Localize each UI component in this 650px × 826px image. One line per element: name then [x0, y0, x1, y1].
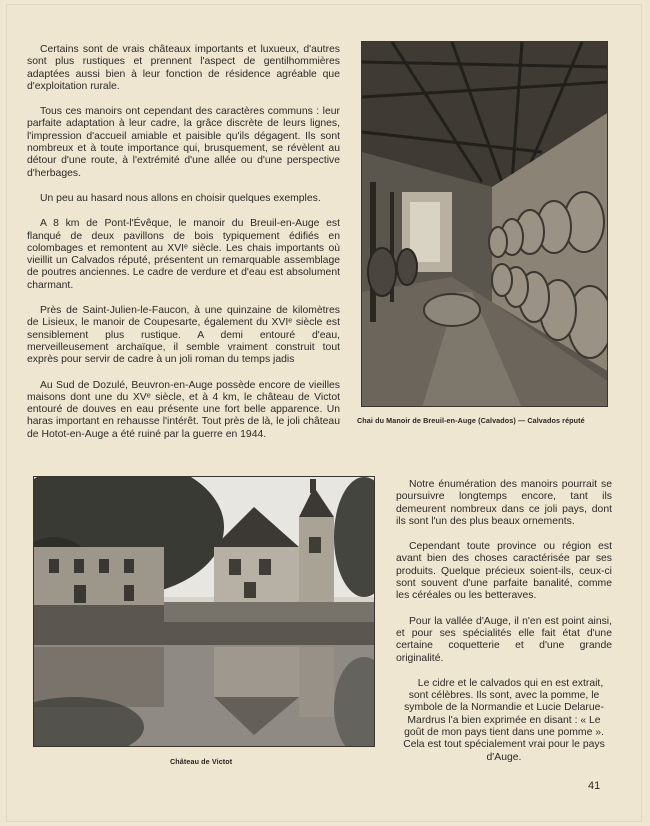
right-text-column — [396, 479, 612, 777]
left-text-column — [27, 44, 340, 454]
page-number: 41 — [588, 780, 601, 792]
paragraph: Pour la vallée d'Auge, il n'en est point ainsi, et pour ses spécialités elle fait état d'une certaine coquetterie et d'une grande originalité. — [396, 615, 612, 664]
paragraph: Au Sud de Dozulé, Beuvron-en-Auge possède encore de vieilles maisons dont une du XVᵉ siècle, et à 4 km, le château de Victot entouré de douves en eau présente une fort belle apparence. Un haras important en rehausse l'intérêt. Tout près de là, le joli château de Hotot-en-Auge a été ruiné par la guerre en 1944. — [27, 379, 340, 440]
paragraph: Un peu au hasard nous allons en choisir quelques exemples. — [40, 192, 321, 204]
paragraph: Le cidre et le calvados qui en est extrait, sont célèbres. Ils sont, avec la pomme, le symbole de la Normandie et Lucie Delarue-Mardrus l'a bien exprimée en disant : « Le goût de mon pays tient dans une pomme ». Cela est tout spécialement vrai pour le pays d'Auge. — [403, 677, 605, 763]
cellar-photo-caption: Chai du Manoir de Breuil-en-Auge (Calvados) — Calvados réputé — [357, 416, 585, 425]
paragraph: Certains sont de vrais châteaux importants et luxueux, d'autres sont plus rustiques et prennent l'aspect de gentilhommières adaptées aussi bien à leur fonction de résidence agréable que d'exploitation rurale. — [27, 44, 340, 92]
paragraph: Notre énumération des manoirs pourrait se poursuivre longtemps encore, tant ils demeurent nombreux dans ce joli pays, dont ils sont l'un des plus beaux ornements. — [396, 479, 612, 527]
chateau-photo — [33, 476, 375, 747]
paragraph: Tous ces manoirs ont cependant des caractères communs : leur parfaite adaptation à leur cadre, la grâce discrète de leurs lignes, l'impression d'accueil amiable et paisible qu'ils dégagent. Ils sont nombreux et à toute importance qui, brusquement, se révèlent au détour d'une route, à l'extrémité d'une allée ou d'une perspective d'herbages. — [27, 106, 340, 179]
paragraph: Cependant toute province ou région est avant bien des choses caractérisée par ses produits. Quelque précieux soient-ils, ceux-ci sont souvent d'une parfaite banalité, comme les céréales ou les betteraves. — [396, 541, 612, 602]
cellar-photo — [361, 41, 608, 407]
paragraph: A 8 km de Pont-l'Évêque, le manoir du Breuil-en-Auge est flanqué de deux pavillons de bois typiquement édifiés en colombages et remontent au XVIᵉ siècle. Les chais importants où vieillit un Calvados réputé, présentent un remarquable assemblage de poutres anciennes. Le cadre de verdure et d'eau est absolument charmant. — [27, 218, 340, 291]
paragraph: Près de Saint-Julien-le-Faucon, à une quinzaine de kilomètres de Lisieux, le manoir de Coupesarte, également du XVIᵉ siècle est sensiblement plus rustique. A demi entouré d'eau, merveilleusement archaïque, il semble vraiment construit tout exprès pour servir de cadre à un joli roman du temps jadis — [27, 305, 340, 366]
chateau-photo-caption: Château de Victot — [170, 757, 233, 766]
